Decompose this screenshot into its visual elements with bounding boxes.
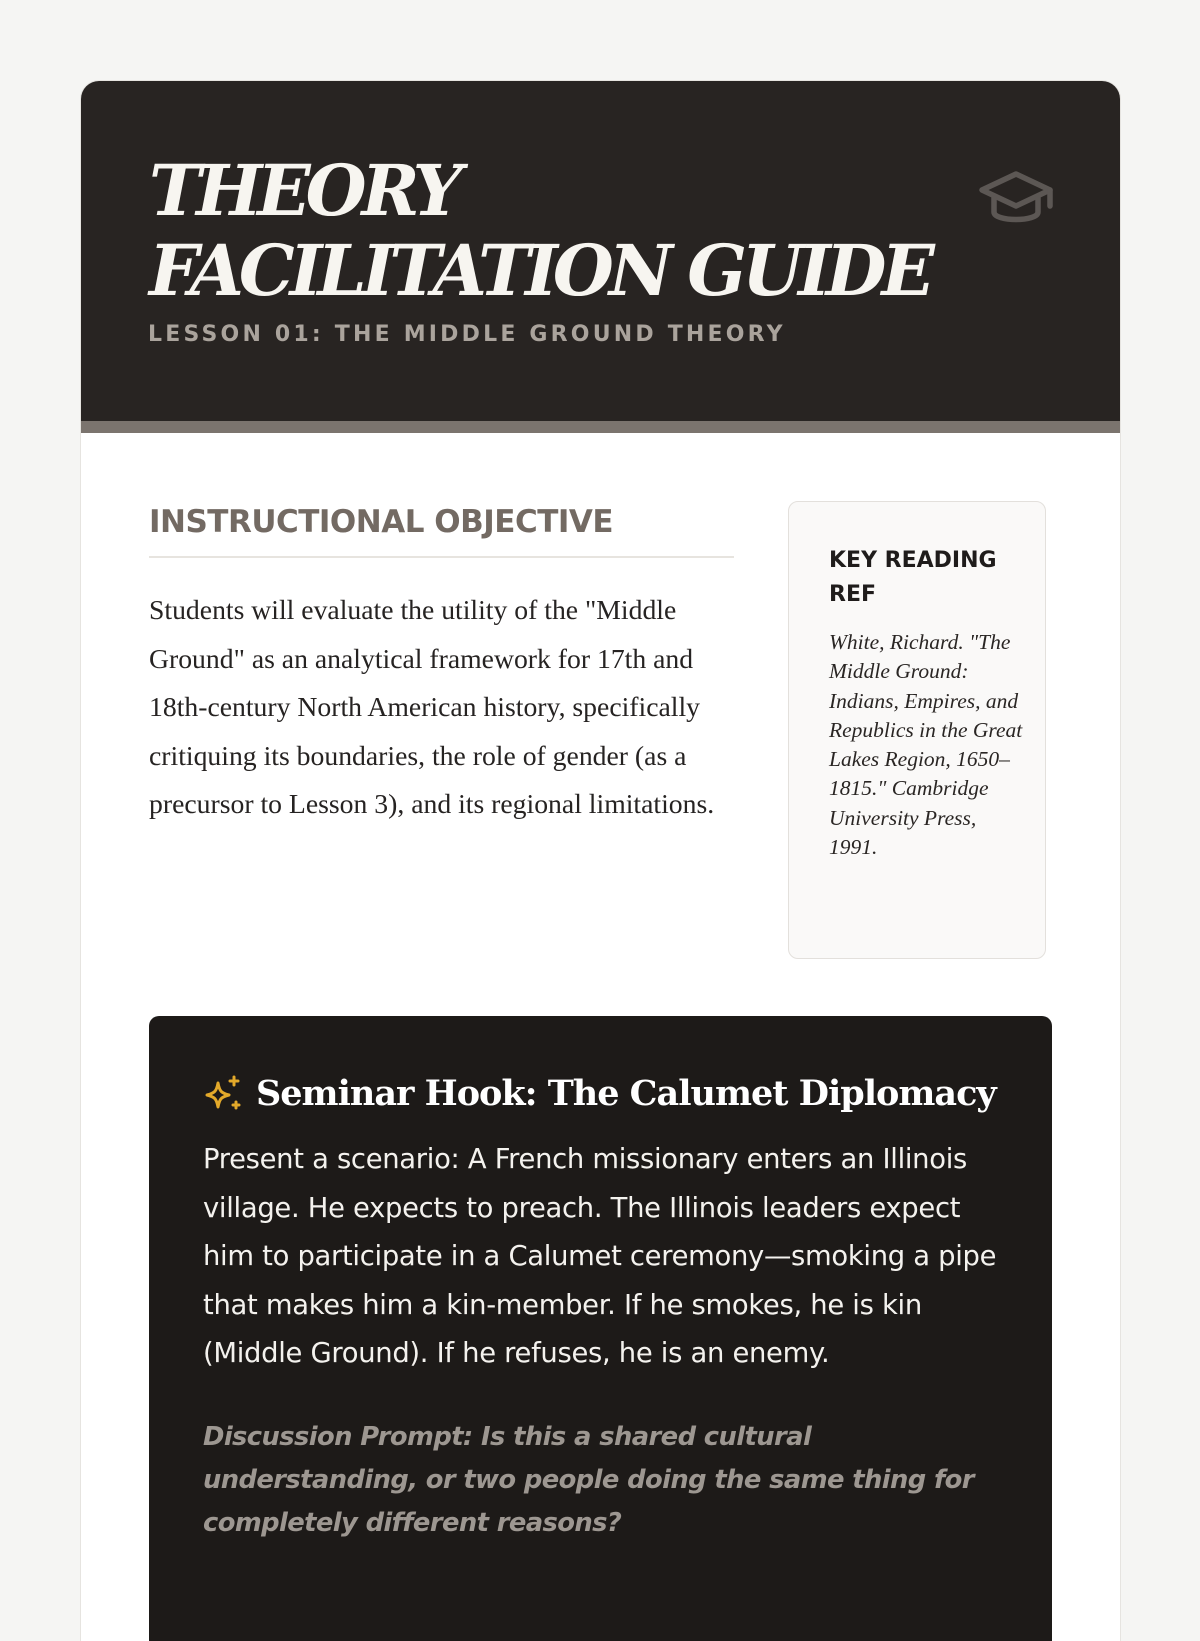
seminar-hook-panel — [149, 1016, 1052, 1641]
seminar-hook-scenario: Present a scenario: A French missionary enters an Illinois village. He expects to preach. The Illinois leaders expect him to participate in a Calumet ceremony—smoking a pipe that makes him a kin-member. If he smokes, he is kin (Middle Ground). If he refuses, he is an enemy. — [203, 1144, 997, 1369]
page-title-line-1: THEORY — [149, 149, 458, 232]
key-reading-citation: White, Richard. "The Middle Ground: Indians, Empires, and Republics in the Great Lakes Region, 1650–1815." Cambridge University Press, 1991. — [829, 630, 1023, 860]
objective-text: Students will evaluate the utility of the "Middle Ground" as an analytical framework for 17th and 18th-century North American history, specifically critiquing its boundaries, the role of gender (as a precursor to Lesson 3), and its regional limitations. — [149, 594, 715, 819]
lesson-subtitle: LESSON 01: THE MIDDLE GROUND THEORY — [148, 322, 786, 347]
key-reading-label: KEY READING REF — [829, 548, 997, 607]
seminar-hook-heading — [203, 1066, 998, 1122]
guide-card — [81, 81, 1120, 1641]
seminar-hook-title: Seminar Hook: The Calumet Diplomacy — [256, 1073, 996, 1114]
sparkles-icon — [203, 1074, 243, 1114]
guide-header — [81, 81, 1120, 433]
objective-heading: INSTRUCTIONAL OBJECTIVE — [149, 501, 734, 558]
key-reading-ref-box — [788, 501, 1046, 959]
discussion-prompt: Discussion Prompt: Is this a shared cultural understanding, or two people doing the same thing for completely different reasons? — [203, 1421, 974, 1538]
page-title-line-2: FACILITATION GUIDE — [149, 229, 930, 312]
page-title — [149, 151, 930, 311]
graduation-cap-icon — [976, 165, 1056, 231]
instructional-objective-section — [149, 501, 734, 829]
